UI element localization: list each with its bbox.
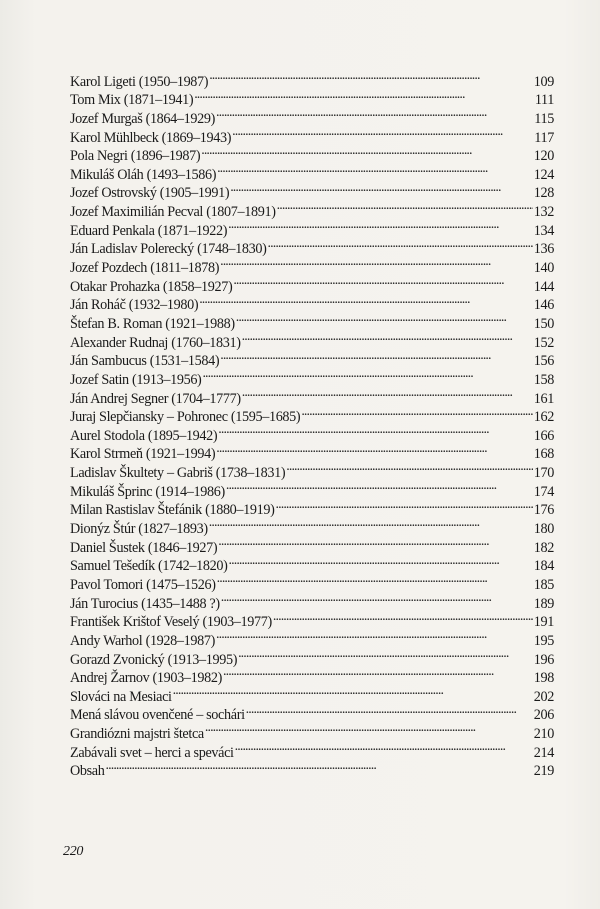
toc-entry-page: 184 — [533, 558, 554, 575]
toc-entry-title: Pavol Tomori (1475–1526) — [70, 576, 216, 593]
table-of-contents — [70, 67, 554, 780]
toc-entry-page: 128 — [533, 185, 554, 202]
toc-entry-title: Pola Negri (1896–1987) — [70, 148, 201, 165]
toc-entry-page: 144 — [533, 278, 554, 295]
toc-entry — [70, 757, 554, 780]
dot-leader — [232, 123, 533, 142]
dot-leader — [286, 458, 533, 477]
dot-leader — [202, 365, 532, 384]
dot-leader — [220, 347, 533, 366]
toc-entry-page: 109 — [533, 73, 554, 90]
toc-entry-title: Ján Ladislav Polerecký (1748–1830) — [70, 241, 267, 258]
toc-entry-title: Obsah — [70, 763, 105, 780]
toc-entry-title: Ján Turocius (1435–1488 ?) — [70, 595, 220, 612]
toc-entry-page: 170 — [533, 465, 554, 482]
toc-entry-page: 132 — [533, 204, 554, 221]
toc-entry-title: Jozef Ostrovský (1905–1991) — [70, 185, 230, 202]
toc-entry-page: 156 — [533, 353, 554, 370]
toc-entry-title: Ján Roháč (1932–1980) — [70, 297, 199, 314]
toc-entry-title: Alexander Rudnaj (1760–1831) — [70, 334, 241, 351]
dot-leader — [273, 608, 533, 627]
dot-leader — [268, 235, 533, 254]
toc-entry-title: Jozef Maximilián Pecval (1807–1891) — [70, 204, 276, 221]
dot-leader — [235, 738, 533, 757]
dot-leader — [216, 440, 532, 459]
toc-entry-page: 210 — [533, 726, 554, 743]
toc-entry-title: Tom Mix (1871–1941) — [70, 92, 194, 109]
toc-entry-page: 150 — [533, 315, 554, 332]
toc-entry-page: 140 — [533, 260, 554, 277]
toc-entry-title: Ján Andrej Segner (1704–1777) — [70, 390, 241, 407]
dot-leader — [276, 496, 533, 515]
dot-leader — [217, 160, 533, 179]
toc-entry-page: 115 — [534, 110, 554, 127]
dot-leader — [233, 272, 532, 291]
toc-entry-page: 189 — [533, 595, 554, 612]
dot-leader — [229, 552, 533, 571]
dot-leader — [217, 570, 533, 589]
toc-entry-page: 168 — [533, 446, 554, 463]
toc-entry-title: Mená slávou ovenčené – sochári — [70, 707, 245, 724]
toc-entry-title: Slováci na Mesiaci — [70, 688, 172, 705]
dot-leader — [236, 309, 533, 328]
dot-leader — [242, 328, 533, 347]
toc-entry-title: Juraj Slepčiansky – Pohronec (1595–1685) — [70, 409, 301, 426]
toc-entry-title: Jozef Pozdech (1811–1878) — [70, 260, 220, 277]
toc-entry-title: Aurel Stodola (1895–1942) — [70, 427, 218, 444]
toc-entry-page: 162 — [533, 409, 554, 426]
toc-entry-title: Grandiózni majstri štetca — [70, 726, 204, 743]
toc-entry-page: 185 — [533, 576, 554, 593]
dot-leader — [223, 664, 533, 683]
toc-entry-page: 198 — [533, 670, 554, 687]
toc-entry-title: Mikuláš Šprinc (1914–1986) — [70, 483, 225, 500]
toc-entry — [70, 67, 554, 90]
toc-entry-title: František Krištof Veselý (1903–1977) — [70, 614, 272, 631]
toc-entry-title: Zabávali svet – herci a speváci — [70, 744, 234, 761]
toc-entry-page: 117 — [534, 129, 554, 146]
dot-leader — [277, 197, 533, 216]
toc-entry-page: 161 — [533, 390, 554, 407]
toc-entry-page: 124 — [533, 166, 554, 183]
dot-leader — [230, 179, 533, 198]
toc-entry-title: Eduard Penkala (1871–1922) — [70, 222, 228, 239]
dot-leader — [221, 589, 533, 608]
page-number: 220 — [63, 844, 84, 859]
dot-leader — [194, 86, 533, 105]
dot-leader — [199, 291, 533, 310]
toc-entry-title: Karol Ligeti (1950–1987) — [70, 73, 209, 90]
toc-entry-page: 195 — [533, 632, 554, 649]
toc-entry-page: 120 — [533, 148, 554, 165]
dot-leader — [209, 514, 533, 533]
toc-entry-page: 206 — [533, 707, 554, 724]
dot-leader — [173, 682, 533, 701]
dot-leader — [216, 104, 533, 123]
toc-entry-page: 134 — [533, 222, 554, 239]
toc-entry-page: 146 — [533, 297, 554, 314]
toc-entry-title: Štefan B. Roman (1921–1988) — [70, 315, 235, 332]
dot-leader — [242, 384, 533, 403]
toc-entry-page: 180 — [533, 521, 554, 538]
toc-entry-page: 196 — [533, 651, 554, 668]
dot-leader — [201, 142, 533, 161]
toc-entry-title: Dionýz Štúr (1827–1893) — [70, 521, 208, 538]
dot-leader — [106, 757, 533, 776]
dot-leader — [226, 477, 533, 496]
toc-entry-title: Daniel Šustek (1846–1927) — [70, 539, 218, 556]
toc-entry-title: Karol Strmeň (1921–1994) — [70, 446, 216, 463]
dot-leader — [228, 216, 533, 235]
toc-entry-title: Ján Sambucus (1531–1584) — [70, 353, 220, 370]
toc-entry-page: 136 — [533, 241, 554, 258]
dot-leader — [301, 403, 532, 422]
toc-entry-title: Jozef Murgaš (1864–1929) — [70, 110, 216, 127]
toc-entry-page: 158 — [533, 371, 554, 388]
toc-entry-title: Andrej Žarnov (1903–1982) — [70, 670, 223, 687]
toc-entry-page: 111 — [534, 92, 554, 109]
toc-entry-title: Mikuláš Oláh (1493–1586) — [70, 166, 217, 183]
dot-leader — [218, 533, 532, 552]
dot-leader — [246, 701, 533, 720]
dot-leader — [220, 253, 533, 272]
toc-entry-title: Samuel Tešedík (1742–1820) — [70, 558, 228, 575]
toc-entry-page: 202 — [533, 688, 554, 705]
toc-entry-page: 166 — [533, 427, 554, 444]
dot-leader — [218, 421, 532, 440]
toc-entry-page: 176 — [533, 502, 554, 519]
toc-entry-page: 214 — [533, 744, 554, 761]
toc-entry-page: 219 — [533, 763, 554, 780]
toc-entry-title: Karol Mühlbeck (1869–1943) — [70, 129, 232, 146]
dot-leader — [238, 645, 533, 664]
dot-leader — [205, 719, 533, 738]
toc-entry-title: Gorazd Zvonický (1913–1995) — [70, 651, 238, 668]
toc-entry-title: Ladislav Škultety – Gabriš (1738–1831) — [70, 465, 286, 482]
dot-leader — [209, 67, 533, 86]
toc-entry-title: Otakar Prohazka (1858–1927) — [70, 278, 233, 295]
toc-entry-page: 174 — [533, 483, 554, 500]
toc-entry-title: Jozef Satin (1913–1956) — [70, 371, 202, 388]
toc-entry-page: 191 — [533, 614, 554, 631]
toc-entry-page: 152 — [533, 334, 554, 351]
toc-entry-page: 182 — [533, 539, 554, 556]
dot-leader — [216, 626, 533, 645]
toc-entry-title: Andy Warhol (1928–1987) — [70, 632, 216, 649]
toc-entry-title: Milan Rastislav Štefánik (1880–1919) — [70, 502, 275, 519]
